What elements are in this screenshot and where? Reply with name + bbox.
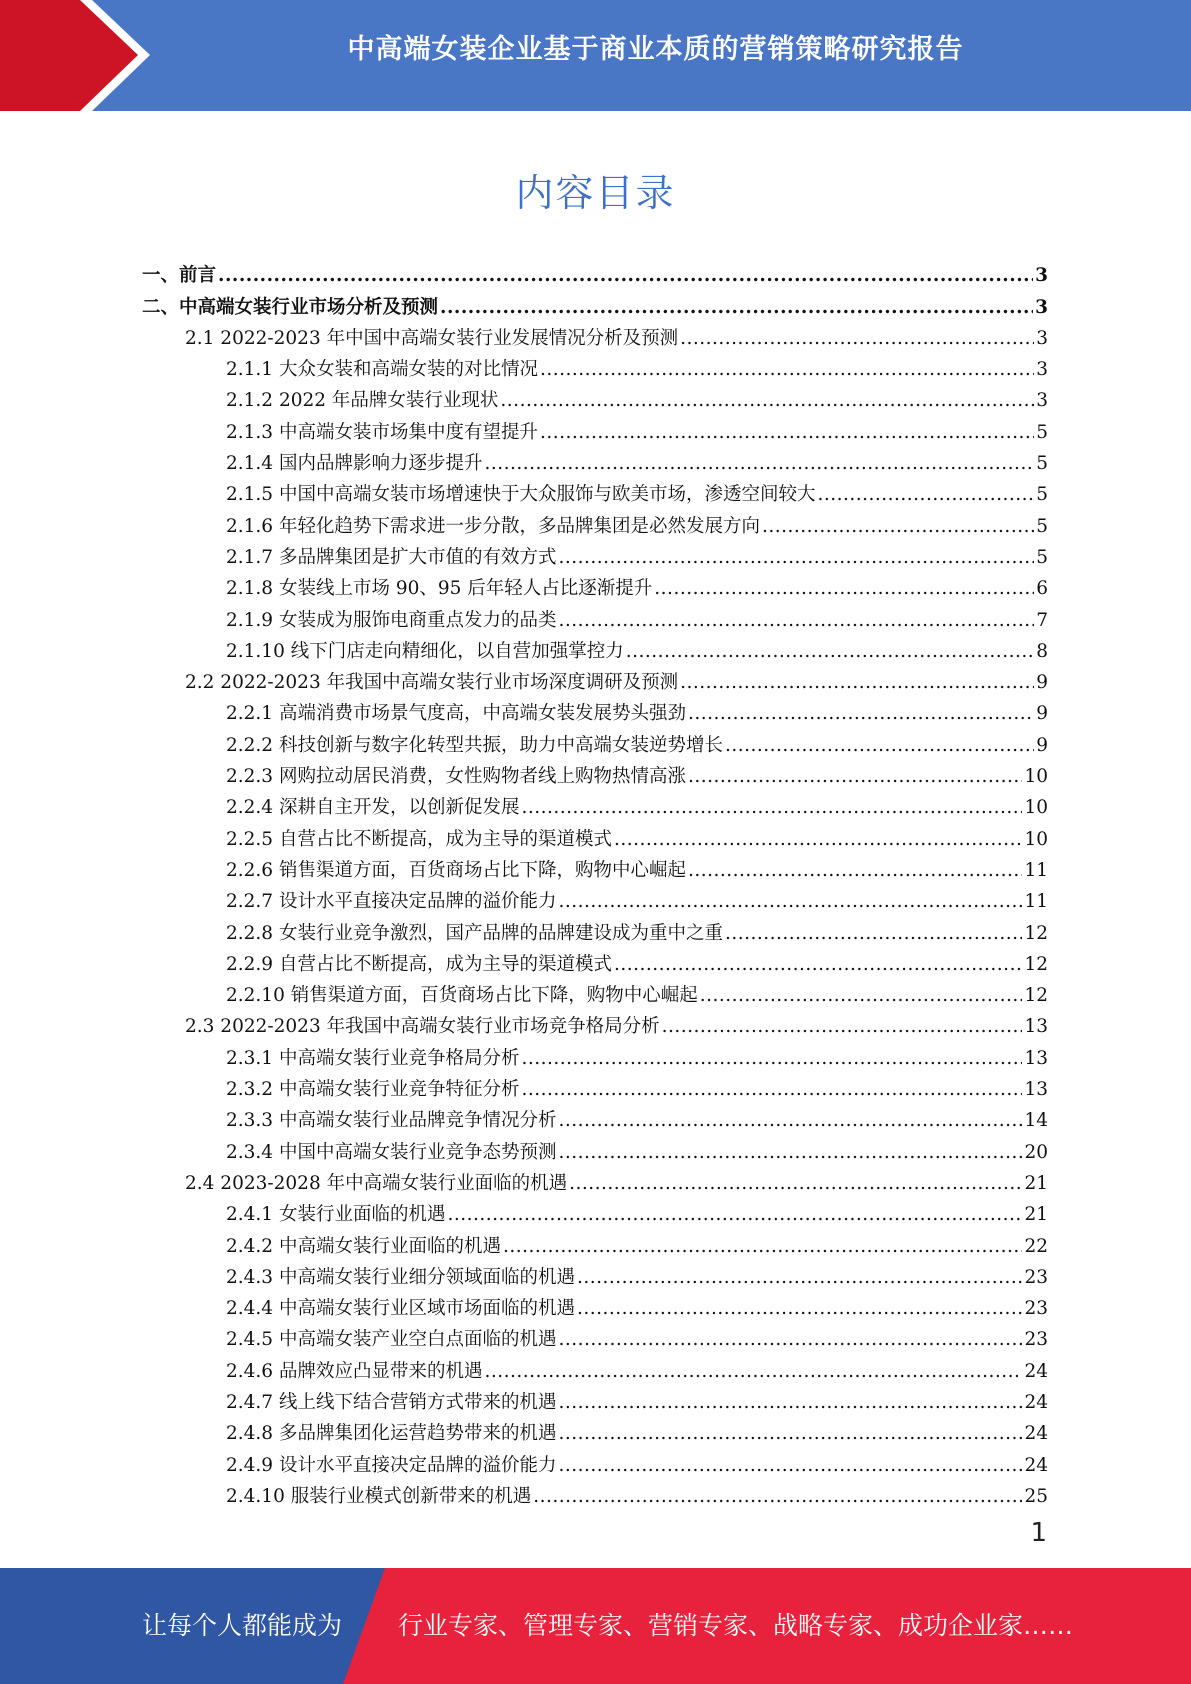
toc-leader-dots bbox=[688, 703, 1034, 725]
toc-leader-dots bbox=[614, 829, 1022, 851]
toc-entry-page: 12 bbox=[1024, 953, 1048, 975]
toc-entry-page: 25 bbox=[1024, 1485, 1048, 1507]
toc-entry-page: 3 bbox=[1035, 265, 1048, 287]
toc-entry-page: 10 bbox=[1024, 828, 1048, 850]
toc-leader-dots bbox=[558, 610, 1034, 632]
toc-entry-page: 3 bbox=[1036, 327, 1048, 349]
toc-entry[interactable] bbox=[142, 506, 1048, 537]
toc-leader-dots bbox=[680, 328, 1034, 350]
toc-entry-page: 22 bbox=[1024, 1235, 1048, 1257]
toc-entry[interactable] bbox=[142, 1414, 1048, 1445]
toc-entry-title: 2.1.5 中国中高端女装市场增速快于大众服饰与欧美市场，渗透空间较大 bbox=[226, 484, 816, 506]
toc-entry-title: 2.1.6 年轻化趋势下需求进一步分散，多品牌集团是必然发展方向 bbox=[226, 515, 760, 537]
toc-entry-title: 一、前言 bbox=[142, 265, 217, 287]
toc-leader-dots bbox=[688, 860, 1022, 882]
toc-entry[interactable] bbox=[142, 694, 1048, 725]
toc-entry-page: 20 bbox=[1024, 1141, 1048, 1163]
toc-entry[interactable] bbox=[142, 1258, 1048, 1289]
toc-entry-title: 2.1.1 大众女装和高端女装的对比情况 bbox=[226, 359, 538, 381]
toc-entry-page: 6 bbox=[1036, 578, 1048, 600]
toc-leader-dots bbox=[521, 1048, 1022, 1070]
toc-entry-title: 2.2.10 销售渠道方面，百货商场占比下降，购物中心崛起 bbox=[226, 985, 698, 1007]
toc-entry-page: 10 bbox=[1024, 766, 1048, 788]
toc-leader-dots bbox=[558, 891, 1022, 913]
toc-entry-page: 24 bbox=[1024, 1454, 1048, 1476]
toc-entry[interactable] bbox=[142, 256, 1048, 287]
toc-entry-title: 2.1.4 国内品牌影响力逐步提升 bbox=[226, 453, 483, 475]
toc-entry-page: 14 bbox=[1024, 1110, 1048, 1132]
toc-entry-page: 24 bbox=[1024, 1360, 1048, 1382]
toc-entry[interactable] bbox=[142, 882, 1048, 913]
toc-entry-page: 10 bbox=[1024, 797, 1048, 819]
footer-slogan-right: 行业专家、管理专家、营销专家、战略专家、成功企业家…… bbox=[398, 1611, 1074, 1640]
toc-leader-dots bbox=[540, 422, 1034, 444]
toc-entry[interactable] bbox=[142, 1132, 1048, 1163]
toc-entry[interactable] bbox=[142, 350, 1048, 381]
toc-entry-title: 2.1 2022-2023 年中国中高端女装行业发展情况分析及预测 bbox=[185, 327, 679, 349]
toc-entry[interactable] bbox=[142, 788, 1048, 819]
toc-entry-title: 2.4.7 线上线下结合营销方式带来的机遇 bbox=[226, 1391, 557, 1413]
toc-leader-dots bbox=[558, 1455, 1022, 1477]
toc-leader-dots bbox=[558, 1142, 1022, 1164]
toc-entry-title: 2.2.7 设计水平直接决定品牌的溢价能力 bbox=[226, 891, 557, 913]
toc-entry-title: 2.4.9 设计水平直接决定品牌的溢价能力 bbox=[226, 1454, 557, 1476]
toc-entry-title: 2.3.2 中高端女装行业竞争特征分析 bbox=[226, 1079, 520, 1101]
toc-entry[interactable] bbox=[142, 632, 1048, 663]
toc-entry[interactable] bbox=[142, 1164, 1048, 1195]
toc-leader-dots bbox=[558, 1392, 1022, 1414]
toc-leader-dots bbox=[503, 1236, 1022, 1258]
toc-entry-page: 21 bbox=[1024, 1204, 1048, 1226]
toc-entry-title: 2.2.2 科技创新与数字化转型共振，助力中高端女装逆势增长 bbox=[226, 734, 723, 756]
toc-leader-dots bbox=[680, 672, 1034, 694]
toc-entry[interactable] bbox=[142, 945, 1048, 976]
toc-entry[interactable] bbox=[142, 412, 1048, 443]
toc-leader-dots bbox=[540, 359, 1034, 381]
toc-entry-page: 12 bbox=[1024, 985, 1048, 1007]
toc-entry-page: 3 bbox=[1035, 296, 1048, 318]
toc-leader-dots bbox=[484, 1361, 1022, 1383]
toc-entry[interactable] bbox=[142, 381, 1048, 412]
toc-leader-dots bbox=[521, 1079, 1022, 1101]
header-banner bbox=[0, 0, 1191, 111]
toc-entry[interactable] bbox=[142, 819, 1048, 850]
toc-entry-title: 2.1.7 多品牌集团是扩大市值的有效方式 bbox=[226, 546, 557, 568]
toc-leader-dots bbox=[484, 453, 1034, 475]
page-number: 1 bbox=[1030, 1518, 1047, 1548]
toc-entry-page: 3 bbox=[1036, 390, 1048, 412]
toc-entry-title: 2.1.8 女装线上市场 90、95 后年轻人占比逐渐提升 bbox=[226, 578, 653, 600]
toc-entry-page: 5 bbox=[1036, 421, 1048, 443]
toc-entry-title: 二、中高端女装行业市场分析及预测 bbox=[142, 296, 439, 318]
toc-leader-dots bbox=[558, 547, 1034, 569]
toc-entry-title: 2.1.2 2022 年品牌女装行业现状 bbox=[226, 390, 499, 412]
toc-entry-page: 9 bbox=[1036, 672, 1048, 694]
toc-leader-dots bbox=[521, 797, 1022, 819]
toc-entry-title: 2.4.10 服装行业模式创新带来的机遇 bbox=[226, 1485, 532, 1507]
toc-entry-page: 5 bbox=[1036, 484, 1048, 506]
toc-entry[interactable] bbox=[142, 1445, 1048, 1476]
toc-leader-dots bbox=[577, 1298, 1022, 1320]
toc-entry-page: 23 bbox=[1024, 1298, 1048, 1320]
toc-leader-dots bbox=[577, 1267, 1022, 1289]
toc-entry[interactable] bbox=[142, 444, 1048, 475]
report-title: 中高端女装企业基于商业本质的营销策略研究报告 bbox=[347, 34, 964, 65]
toc-entry-title: 2.2.3 网购拉动居民消费，女性购物者线上购物热情高涨 bbox=[226, 766, 686, 788]
toc-entry-title: 2.4.5 中高端女装产业空白点面临的机遇 bbox=[226, 1329, 557, 1351]
toc-entry-page: 5 bbox=[1036, 453, 1048, 475]
toc-entry-page: 13 bbox=[1024, 1079, 1048, 1101]
toc-entry[interactable] bbox=[142, 1477, 1048, 1508]
toc-entry-title: 2.2.5 自营占比不断提高，成为主导的渠道模式 bbox=[226, 828, 612, 850]
toc-entry[interactable] bbox=[142, 757, 1048, 788]
toc-leader-dots bbox=[533, 1486, 1022, 1508]
toc-entry-title: 2.4.4 中高端女装行业区域市场面临的机遇 bbox=[226, 1298, 575, 1320]
toc-leader-dots bbox=[725, 923, 1022, 945]
toc-entry-title: 2.3 2022-2023 年我国中高端女装行业市场竞争格局分析 bbox=[185, 1016, 660, 1038]
toc-leader-dots bbox=[817, 484, 1034, 506]
toc-entry-title: 2.3.1 中高端女装行业竞争格局分析 bbox=[226, 1047, 520, 1069]
toc-entry-title: 2.2.6 销售渠道方面，百货商场占比下降，购物中心崛起 bbox=[226, 859, 686, 881]
toc-leader-dots bbox=[662, 1016, 1023, 1038]
toc-entry[interactable] bbox=[142, 1038, 1048, 1069]
toc-entry-page: 8 bbox=[1036, 640, 1048, 662]
toc-entry-page: 11 bbox=[1024, 859, 1048, 881]
toc-entry-title: 2.1.10 线下门店走向精细化，以自营加强掌控力 bbox=[226, 640, 624, 662]
toc-entry[interactable] bbox=[142, 1007, 1048, 1038]
toc-entry-title: 2.2.1 高端消费市场景气度高，中高端女装发展势头强劲 bbox=[226, 703, 686, 725]
toc-entry-page: 9 bbox=[1036, 703, 1048, 725]
toc-entry[interactable] bbox=[142, 1195, 1048, 1226]
footer-banner bbox=[0, 1568, 1191, 1684]
toc-entry[interactable] bbox=[142, 976, 1048, 1007]
toc-entry[interactable] bbox=[142, 1101, 1048, 1132]
toc-entry-title: 2.4.1 女装行业面临的机遇 bbox=[226, 1204, 446, 1226]
chevron-red-decoration bbox=[0, 0, 138, 111]
toc-leader-dots bbox=[762, 516, 1034, 538]
toc-leader-dots bbox=[218, 265, 1033, 287]
toc-heading: 内容目录 bbox=[515, 171, 676, 215]
toc-entry-title: 2.1.3 中高端女装市场集中度有望提升 bbox=[226, 421, 538, 443]
toc-entry[interactable] bbox=[142, 287, 1048, 318]
toc-leader-dots bbox=[688, 766, 1022, 788]
toc-leader-dots bbox=[700, 985, 1023, 1007]
toc-entry[interactable] bbox=[142, 913, 1048, 944]
toc-entry-title: 2.2.8 女装行业竞争激烈，国产品牌的品牌建设成为重中之重 bbox=[226, 922, 723, 944]
toc-entry-page: 13 bbox=[1024, 1047, 1048, 1069]
toc-entry-title: 2.4 2023-2028 年中高端女装行业面临的机遇 bbox=[185, 1172, 568, 1194]
toc-leader-dots bbox=[569, 1173, 1022, 1195]
toc-leader-dots bbox=[558, 1329, 1022, 1351]
toc-leader-dots bbox=[558, 1110, 1022, 1132]
toc-entry-title: 2.1.9 女装成为服饰电商重点发力的品类 bbox=[226, 609, 557, 631]
toc-entry[interactable] bbox=[142, 569, 1048, 600]
toc-leader-dots bbox=[626, 641, 1034, 663]
toc-entry[interactable] bbox=[142, 663, 1048, 694]
toc-entry-title: 2.2.9 自营占比不断提高，成为主导的渠道模式 bbox=[226, 953, 612, 975]
toc-entry-page: 21 bbox=[1024, 1172, 1048, 1194]
toc-entry-page: 11 bbox=[1024, 891, 1048, 913]
toc-entry-page: 24 bbox=[1024, 1423, 1048, 1445]
toc-entry-page: 5 bbox=[1036, 515, 1048, 537]
toc-entry[interactable] bbox=[142, 600, 1048, 631]
toc-entry-page: 13 bbox=[1024, 1016, 1048, 1038]
toc-entry-title: 2.4.2 中高端女装行业面临的机遇 bbox=[226, 1235, 501, 1257]
toc-entry-page: 9 bbox=[1036, 734, 1048, 756]
toc-entry-title: 2.4.6 品牌效应凸显带来的机遇 bbox=[226, 1360, 483, 1382]
toc-entry[interactable] bbox=[142, 538, 1048, 569]
toc-leader-dots bbox=[614, 954, 1022, 976]
toc-entry-page: 12 bbox=[1024, 922, 1048, 944]
toc-entry[interactable] bbox=[142, 1383, 1048, 1414]
toc-entry[interactable] bbox=[142, 475, 1048, 506]
toc-entry-page: 5 bbox=[1036, 546, 1048, 568]
toc-entry[interactable] bbox=[142, 319, 1048, 350]
toc-leader-dots bbox=[440, 297, 1033, 319]
toc-entry-page: 23 bbox=[1024, 1266, 1048, 1288]
toc-entry-title: 2.2 2022-2023 年我国中高端女装行业市场深度调研及预测 bbox=[185, 672, 679, 694]
toc-entry-page: 24 bbox=[1024, 1391, 1048, 1413]
toc-entry-page: 3 bbox=[1036, 359, 1048, 381]
toc-entry-title: 2.3.4 中国中高端女装行业竞争态势预测 bbox=[226, 1141, 557, 1163]
toc-entry-page: 7 bbox=[1036, 609, 1048, 631]
toc-entry[interactable] bbox=[142, 1070, 1048, 1101]
toc-entry[interactable] bbox=[142, 1320, 1048, 1351]
toc-entry-title: 2.4.8 多品牌集团化运营趋势带来的机遇 bbox=[226, 1423, 557, 1445]
toc-entry-title: 2.2.4 深耕自主开发，以创新促发展 bbox=[226, 797, 520, 819]
toc-leader-dots bbox=[725, 735, 1034, 757]
toc-entry-title: 2.3.3 中高端女装行业品牌竞争情况分析 bbox=[226, 1110, 557, 1132]
toc-leader-dots bbox=[500, 390, 1034, 412]
toc-entry[interactable] bbox=[142, 725, 1048, 756]
toc-entry[interactable] bbox=[142, 1351, 1048, 1382]
toc-leader-dots bbox=[447, 1204, 1022, 1226]
toc-entry-title: 2.4.3 中高端女装行业细分领域面临的机遇 bbox=[226, 1266, 575, 1288]
toc-entry[interactable] bbox=[142, 851, 1048, 882]
toc-leader-dots bbox=[558, 1423, 1022, 1445]
toc-entry[interactable] bbox=[142, 1226, 1048, 1257]
table-of-contents bbox=[142, 256, 1048, 1508]
toc-leader-dots bbox=[654, 578, 1034, 600]
footer-slogan-left: 让每个人都能成为 bbox=[142, 1611, 343, 1640]
toc-entry-page: 23 bbox=[1024, 1329, 1048, 1351]
toc-entry[interactable] bbox=[142, 1289, 1048, 1320]
